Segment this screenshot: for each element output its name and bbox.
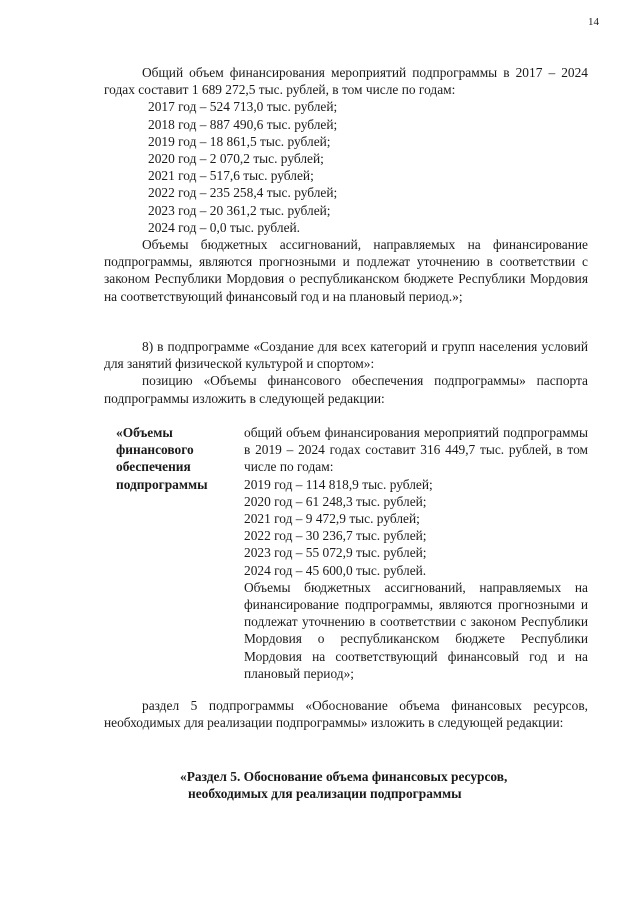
heading-line: «Раздел 5. Обоснование объема финансовых ресурсов, bbox=[180, 769, 508, 784]
heading-line: необходимых для реализации подпрограммы bbox=[188, 786, 462, 802]
passport-year-item: 2020 год – 61 248,3 тыс. рублей; bbox=[244, 493, 427, 509]
passport-year-item: 2023 год – 55 072,9 тыс. рублей; bbox=[244, 545, 427, 561]
year-item: 2019 год – 18 861,5 тыс. рублей; bbox=[148, 133, 331, 149]
year-item: 2017 год – 524 713,0 тыс. рублей; bbox=[148, 99, 338, 115]
page-number: 14 bbox=[588, 16, 599, 28]
passport-row-label: «Объемы финансового обеспечения подпрограммы bbox=[116, 425, 208, 492]
financing-closing: Объемы бюджетных ассигнований, направляемых на финансирование подпрограммы, являются прогнозными и подлежат уточнению в соответствии с законом Республики Мордовия о республиканском бюджете Республики Мордовия на соответствующий финансовый год и на плановый период.»; bbox=[104, 237, 588, 304]
year-item: 2023 год – 20 361,2 тыс. рублей; bbox=[148, 202, 331, 218]
section5-instruction: раздел 5 подпрограммы «Обоснование объема финансовых ресурсов, необходимых для реализации подпрограммы» изложить в следующей редакции: bbox=[104, 698, 588, 731]
passport-year-item: 2022 год – 30 236,7 тыс. рублей; bbox=[244, 528, 427, 544]
section-heading bbox=[180, 768, 580, 802]
year-list bbox=[104, 98, 588, 236]
section5-instruction-block bbox=[104, 697, 588, 731]
passport-year-item: 2019 год – 114 818,9 тыс. рублей; bbox=[244, 476, 433, 492]
passport-row-content bbox=[244, 424, 588, 682]
passport-closing: Объемы бюджетных ассигнований, направляемых на финансирование подпрограммы, являются прогнозными и подлежат уточнению в соответствии с законом Республики Мордовия о республиканском бюджете Республики Мордовия на соответствующий финансовый год и на плановый период»; bbox=[244, 579, 588, 681]
amendment-instruction: позицию «Объемы финансового обеспечения подпрограммы» паспорта подпрограммы изложить в следующей редакции: bbox=[104, 373, 588, 406]
passport-intro: общий объем финансирования мероприятий подпрограммы в 2019 – 2024 годах составит 316 449,7 тыс. рублей, в том числе по годам: bbox=[244, 425, 588, 475]
amendment-section bbox=[104, 338, 588, 407]
year-item: 2022 год – 235 258,4 тыс. рублей; bbox=[148, 185, 338, 201]
year-item: 2021 год – 517,6 тыс. рублей; bbox=[148, 168, 314, 184]
amendment-item: 8) в подпрограмме «Создание для всех категорий и групп населения условий для занятий физической культурой и спортом»: bbox=[104, 339, 588, 372]
financing-intro: Общий объем финансирования мероприятий подпрограммы в 2017 – 2024 годах составит 1 689 272,5 тыс. рублей, в том числе по годам: bbox=[104, 65, 588, 98]
year-item: 2024 год – 0,0 тыс. рублей. bbox=[148, 219, 301, 235]
year-item: 2018 год – 887 490,6 тыс. рублей; bbox=[148, 116, 338, 132]
passport-year-item: 2021 год – 9 472,9 тыс. рублей; bbox=[244, 511, 420, 527]
year-item: 2020 год – 2 070,2 тыс. рублей; bbox=[148, 151, 324, 167]
passport-year-item: 2024 год – 45 600,0 тыс. рублей. bbox=[244, 562, 427, 578]
financing-section bbox=[104, 64, 588, 305]
